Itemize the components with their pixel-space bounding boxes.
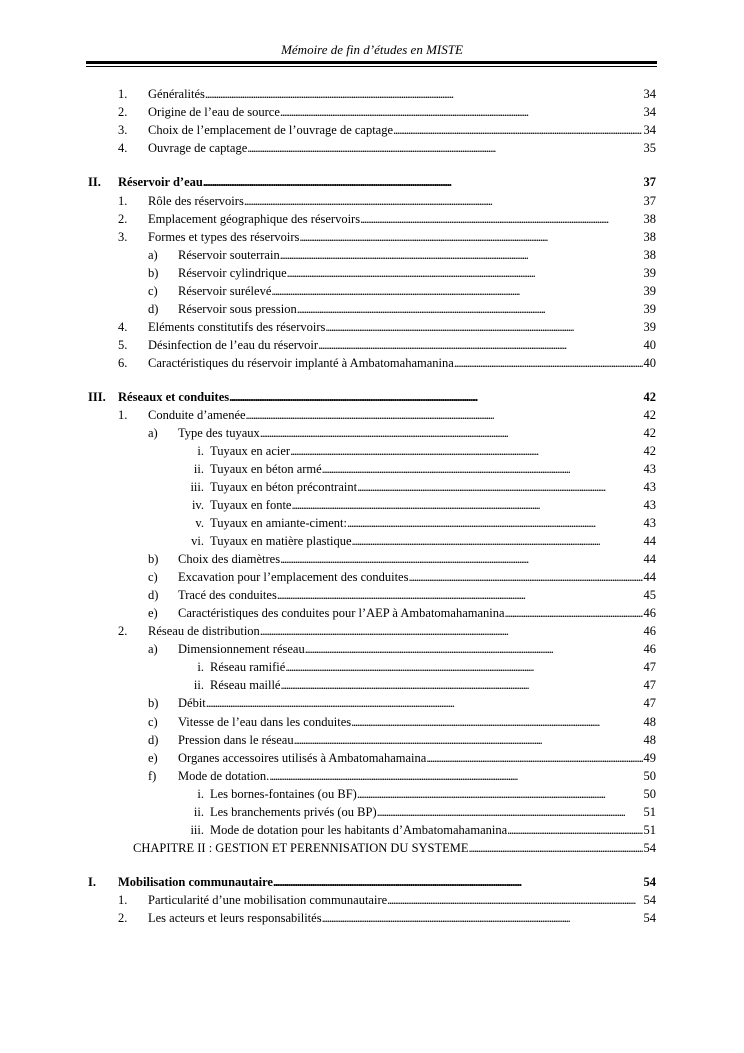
- toc-entry-page-number: 51: [643, 805, 656, 819]
- toc-entry-number: b): [148, 696, 159, 710]
- toc-entry[interactable]: [148, 769, 656, 787]
- toc-dot-leader: [291, 498, 642, 513]
- toc-dot-leader: [352, 534, 643, 549]
- toc-entry-number: 2.: [118, 911, 128, 925]
- toc-dot-leader: [290, 444, 642, 459]
- toc-entry-number: vi.: [191, 534, 204, 548]
- toc-entry-title: Mode de dotation pour les habitants d’Ambatomahamanina: [210, 823, 508, 837]
- toc-entry-page-number: 34: [643, 105, 656, 119]
- toc-entry-page-number: 42: [643, 426, 656, 440]
- toc-dot-leader: [325, 320, 642, 335]
- toc-entry-title: CHAPITRE II : GESTION ET PERENNISATION DU SYSTEME: [133, 841, 469, 855]
- toc-entry-title: Tuyaux en fonte: [210, 498, 292, 512]
- toc-dot-leader: [357, 480, 642, 495]
- toc-entry-page-number: 45: [643, 588, 656, 602]
- toc-dot-leader: [285, 660, 642, 675]
- toc-entry[interactable]: [118, 194, 656, 212]
- toc-entry-number: e): [148, 606, 158, 620]
- toc-dot-leader: [269, 769, 642, 784]
- toc-entry[interactable]: [148, 642, 656, 660]
- toc-entry[interactable]: [148, 284, 656, 302]
- toc-entry[interactable]: [148, 606, 656, 624]
- toc-dot-leader: [305, 642, 643, 657]
- toc-entry-page-number: 43: [643, 498, 656, 512]
- toc-dot-leader: [299, 230, 642, 245]
- toc-entry-number: ii.: [193, 805, 204, 819]
- toc-entry-number: 6.: [118, 356, 128, 370]
- toc-entry-page-number: 39: [643, 266, 656, 280]
- toc-entry-number: b): [148, 552, 159, 566]
- toc-dot-leader: [280, 105, 643, 120]
- toc-dot-leader: [351, 715, 642, 730]
- toc-entry-page-number: 51: [643, 823, 656, 837]
- toc-entry-number: c): [148, 715, 158, 729]
- toc-entry-page-number: 38: [643, 230, 656, 244]
- toc-entry-title: Réseau maillé: [210, 678, 281, 692]
- toc-entry[interactable]: [148, 588, 656, 606]
- toc-entry[interactable]: [148, 570, 656, 588]
- toc-dot-leader: [507, 823, 642, 838]
- toc-dot-leader: [280, 552, 642, 567]
- toc-entry-page-number: 39: [643, 284, 656, 298]
- toc-entry[interactable]: [88, 875, 656, 893]
- toc-entry-page-number: 47: [643, 678, 656, 692]
- toc-entry-number: 4.: [118, 141, 128, 155]
- toc-entry-title: Caractéristiques des conduites pour l’AEP à Ambatomahamanina: [178, 606, 505, 620]
- toc-entry-title: Réservoir cylindrique: [178, 266, 287, 280]
- toc-entry[interactable]: [178, 462, 656, 480]
- toc-entry-number: 2.: [118, 105, 128, 119]
- toc-entry-title: Ouvrage de captage: [148, 141, 248, 155]
- toc-entry-number: d): [148, 302, 159, 316]
- toc-entry-title: Rôle des réservoirs: [148, 194, 244, 208]
- toc-entry-number: 1.: [118, 408, 128, 422]
- toc-entry-page-number: 44: [643, 534, 656, 548]
- toc-entry-number: 4.: [118, 320, 128, 334]
- toc-entry-title: Formes et types des réservoirs: [148, 230, 300, 244]
- toc-entry-number: d): [148, 588, 159, 602]
- toc-entry-title: Réseau de distribution: [148, 624, 260, 638]
- toc-dot-leader: [287, 266, 643, 281]
- toc-entry-number: v.: [195, 516, 204, 530]
- toc-entry-page-number: 37: [643, 194, 656, 208]
- toc-entry-number: 1.: [118, 893, 128, 907]
- toc-entry-title: Les branchements privés (ou BP): [210, 805, 377, 819]
- toc-entry-number: d): [148, 733, 159, 747]
- toc-entry[interactable]: [118, 338, 656, 356]
- toc-entry-page-number: 38: [643, 248, 656, 262]
- toc-entry-page-number: 54: [643, 841, 656, 855]
- toc-entry-number: a): [148, 248, 158, 262]
- toc-dot-leader: [206, 696, 643, 711]
- toc-entry-number: i.: [197, 787, 204, 801]
- toc-dot-leader: [280, 678, 642, 693]
- toc-dot-leader: [360, 212, 642, 227]
- toc-entry-page-number: 34: [643, 123, 656, 137]
- toc-entry-page-number: 44: [643, 570, 656, 584]
- toc-entry[interactable]: [148, 552, 656, 570]
- toc-dot-leader: [271, 284, 642, 299]
- toc-entry-title: Vitesse de l’eau dans les conduites: [178, 715, 352, 729]
- toc-entry[interactable]: [88, 390, 656, 408]
- toc-entry-number: iii.: [190, 480, 204, 494]
- toc-dot-leader: [318, 338, 642, 353]
- toc-entry[interactable]: [178, 678, 656, 696]
- toc-entry-page-number: 43: [643, 516, 656, 530]
- toc-entry-title: Choix des diamètres: [178, 552, 281, 566]
- toc-entry-number: i.: [197, 444, 204, 458]
- toc-entry-title: Désinfection de l’eau du réservoir: [148, 338, 319, 352]
- toc-entry-title: Eléments constitutifs des réservoirs: [148, 320, 326, 334]
- toc-entry-number: c): [148, 284, 158, 298]
- toc-dot-leader: [469, 841, 643, 856]
- toc-entry-number: a): [148, 426, 158, 440]
- toc-entry-title: Choix de l’emplacement de l’ouvrage de captage: [148, 123, 394, 137]
- toc-entry-title: Conduite d’amenée: [148, 408, 246, 422]
- toc-entry-page-number: 47: [643, 660, 656, 674]
- toc-dot-leader: [280, 248, 643, 263]
- toc-entry-number: 3.: [118, 123, 128, 137]
- toc-entry-title: Débit: [178, 696, 206, 710]
- toc-entry-title: Particularité d’une mobilisation communautaire: [148, 893, 388, 907]
- toc-entry[interactable]: [118, 320, 656, 338]
- toc-dot-leader: [408, 570, 642, 585]
- toc-entry-title: Origine de l’eau de source: [148, 105, 280, 119]
- toc-entry-title: Dimensionnement réseau: [178, 642, 305, 656]
- toc-entry-number: 2.: [118, 624, 128, 638]
- toc-entry-page-number: 54: [643, 911, 656, 925]
- toc-entry-title: Emplacement géographique des réservoirs: [148, 212, 361, 226]
- toc-entry-number: ii.: [193, 462, 204, 476]
- toc-entry[interactable]: [148, 696, 656, 714]
- toc-dot-leader: [244, 194, 643, 209]
- toc-dot-leader: [229, 390, 642, 405]
- toc-entry[interactable]: [178, 498, 656, 516]
- toc-entry-page-number: 46: [643, 606, 656, 620]
- toc-entry-title: Mode de dotation.: [178, 769, 270, 783]
- toc-entry[interactable]: [148, 248, 656, 266]
- toc-entry[interactable]: [118, 87, 656, 105]
- toc-dot-leader: [454, 356, 643, 371]
- toc-dot-leader: [377, 805, 643, 820]
- toc-entry[interactable]: [88, 175, 656, 193]
- toc-entry[interactable]: [118, 141, 656, 159]
- toc-entry[interactable]: [148, 266, 656, 284]
- toc-dot-leader: [260, 426, 643, 441]
- toc-entry-page-number: 42: [643, 444, 656, 458]
- toc-dot-leader: [260, 624, 643, 639]
- toc-entry[interactable]: [178, 660, 656, 678]
- toc-entry-title: Réseau ramifié: [210, 660, 286, 674]
- toc-entry-number: ii.: [193, 678, 204, 692]
- toc-entry-page-number: 47: [643, 696, 656, 710]
- toc-entry-title: Réseaux et conduites: [118, 390, 230, 404]
- toc-entry-page-number: 42: [643, 408, 656, 422]
- toc-entry-title: Les acteurs et leurs responsabilités: [148, 911, 322, 925]
- toc-entry-title: Tracé des conduites: [178, 588, 277, 602]
- toc-dot-leader: [393, 123, 642, 138]
- toc-entry[interactable]: [178, 444, 656, 462]
- toc-entry[interactable]: [148, 426, 656, 444]
- toc-dot-leader: [357, 787, 643, 802]
- toc-entry-title: Type des tuyaux: [178, 426, 260, 440]
- toc-entry-number: 2.: [118, 212, 128, 226]
- toc-entry-page-number: 54: [643, 893, 656, 907]
- toc-dot-leader: [347, 516, 642, 531]
- toc-entry-title: Tuyaux en acier: [210, 444, 291, 458]
- toc-entry[interactable]: [148, 302, 656, 320]
- toc-entry-title: Tuyaux en béton précontraint: [210, 480, 358, 494]
- toc-entry-number: I.: [88, 875, 96, 889]
- toc-entry-number: iii.: [190, 823, 204, 837]
- toc-entry[interactable]: [178, 534, 656, 552]
- toc-entry-number: c): [148, 570, 158, 584]
- toc-entry-page-number: 38: [643, 212, 656, 226]
- toc-entry-page-number: 50: [643, 769, 656, 783]
- toc-entry-page-number: 37: [643, 175, 656, 189]
- toc-entry[interactable]: [148, 751, 656, 769]
- toc-entry-title: Tuyaux en matière plastique: [210, 534, 352, 548]
- toc-entry-title: Généralités: [148, 87, 205, 101]
- toc-dot-leader: [387, 893, 642, 908]
- toc-dot-leader: [246, 408, 643, 423]
- toc-entry-page-number: 34: [643, 87, 656, 101]
- toc-entry-title: Tuyaux en amiante-ciment:: [210, 516, 348, 530]
- toc-entry[interactable]: [118, 230, 656, 248]
- toc-entry-title: Réservoir d’eau: [118, 175, 203, 189]
- toc-dot-leader: [294, 733, 643, 748]
- toc-entry-page-number: 40: [643, 338, 656, 352]
- toc-entry-number: III.: [88, 390, 106, 404]
- toc-entry[interactable]: [178, 805, 656, 823]
- toc-entry-page-number: 43: [643, 480, 656, 494]
- toc-entry-number: 1.: [118, 87, 128, 101]
- toc-dot-leader: [297, 302, 643, 317]
- toc-entry-number: f): [148, 769, 157, 783]
- toc-entry[interactable]: [118, 212, 656, 230]
- toc-entry-number: i.: [197, 660, 204, 674]
- toc-entry-page-number: 50: [643, 787, 656, 801]
- toc-entry-page-number: 44: [643, 552, 656, 566]
- toc-entry-number: II.: [88, 175, 101, 189]
- toc-entry-page-number: 48: [643, 733, 656, 747]
- toc-entry-page-number: 42: [643, 390, 656, 404]
- toc-dot-leader: [322, 911, 643, 926]
- toc-entry-page-number: 46: [643, 642, 656, 656]
- toc-entry[interactable]: [178, 823, 656, 841]
- toc-entry-page-number: 54: [643, 875, 656, 889]
- toc-dot-leader: [205, 87, 643, 102]
- toc-entry-number: iv.: [191, 498, 204, 512]
- toc-entry-page-number: 39: [643, 320, 656, 334]
- toc-entry-page-number: 35: [643, 141, 656, 155]
- toc-entry-title: Réservoir surélevé: [178, 284, 272, 298]
- toc-entry-page-number: 48: [643, 715, 656, 729]
- toc-dot-leader: [505, 606, 643, 621]
- toc-entry-title: Les bornes-fontaines (ou BF): [210, 787, 357, 801]
- toc-entry[interactable]: [178, 516, 656, 534]
- toc-dot-leader: [322, 462, 643, 477]
- toc-entry-title: Réservoir sous pression: [178, 302, 297, 316]
- toc-entry[interactable]: [178, 480, 656, 498]
- toc-entry[interactable]: [118, 893, 656, 911]
- toc-entry[interactable]: [118, 123, 656, 141]
- toc-dot-leader: [277, 588, 643, 603]
- toc-entry-title: Pression dans le réseau: [178, 733, 294, 747]
- toc-entry-page-number: 39: [643, 302, 656, 316]
- toc-dot-leader: [203, 175, 643, 190]
- toc-entry-page-number: 40: [643, 356, 656, 370]
- toc-entry[interactable]: [118, 105, 656, 123]
- toc-entry-number: b): [148, 266, 159, 280]
- toc-dot-leader: [273, 875, 643, 890]
- toc-entry[interactable]: [118, 911, 656, 929]
- toc-entry-title: Tuyaux en béton armé: [210, 462, 322, 476]
- toc-entry-title: Organes accessoires utilisés à Ambatomahamaina: [178, 751, 427, 765]
- toc-dot-leader: [247, 141, 642, 156]
- toc-entry-title: Réservoir souterrain: [178, 248, 280, 262]
- toc-entry[interactable]: [118, 408, 656, 426]
- toc-entry-title: Caractéristiques du réservoir implanté à Ambatomahamanina: [148, 356, 454, 370]
- toc-entry-number: e): [148, 751, 158, 765]
- toc-entry-number: 1.: [118, 194, 128, 208]
- toc-entry-page-number: 43: [643, 462, 656, 476]
- toc-entry[interactable]: [178, 787, 656, 805]
- toc-entry-page-number: 49: [643, 751, 656, 765]
- page-header: Mémoire de fin d’études en MISTE: [281, 42, 463, 57]
- toc-dot-leader: [426, 751, 642, 766]
- toc-entry-number: 3.: [118, 230, 128, 244]
- toc-entry-title: Mobilisation communautaire: [118, 875, 273, 889]
- toc-entry[interactable]: [133, 841, 656, 859]
- toc-entry-number: 5.: [118, 338, 128, 352]
- toc-entry-number: a): [148, 642, 158, 656]
- toc-entry[interactable]: [118, 356, 656, 374]
- toc-entry-title: Excavation pour l’emplacement des conduites: [178, 570, 409, 584]
- toc-entry[interactable]: [148, 715, 656, 733]
- toc-entry[interactable]: [148, 733, 656, 751]
- toc-entry-page-number: 46: [643, 624, 656, 638]
- toc-entry[interactable]: [118, 624, 656, 642]
